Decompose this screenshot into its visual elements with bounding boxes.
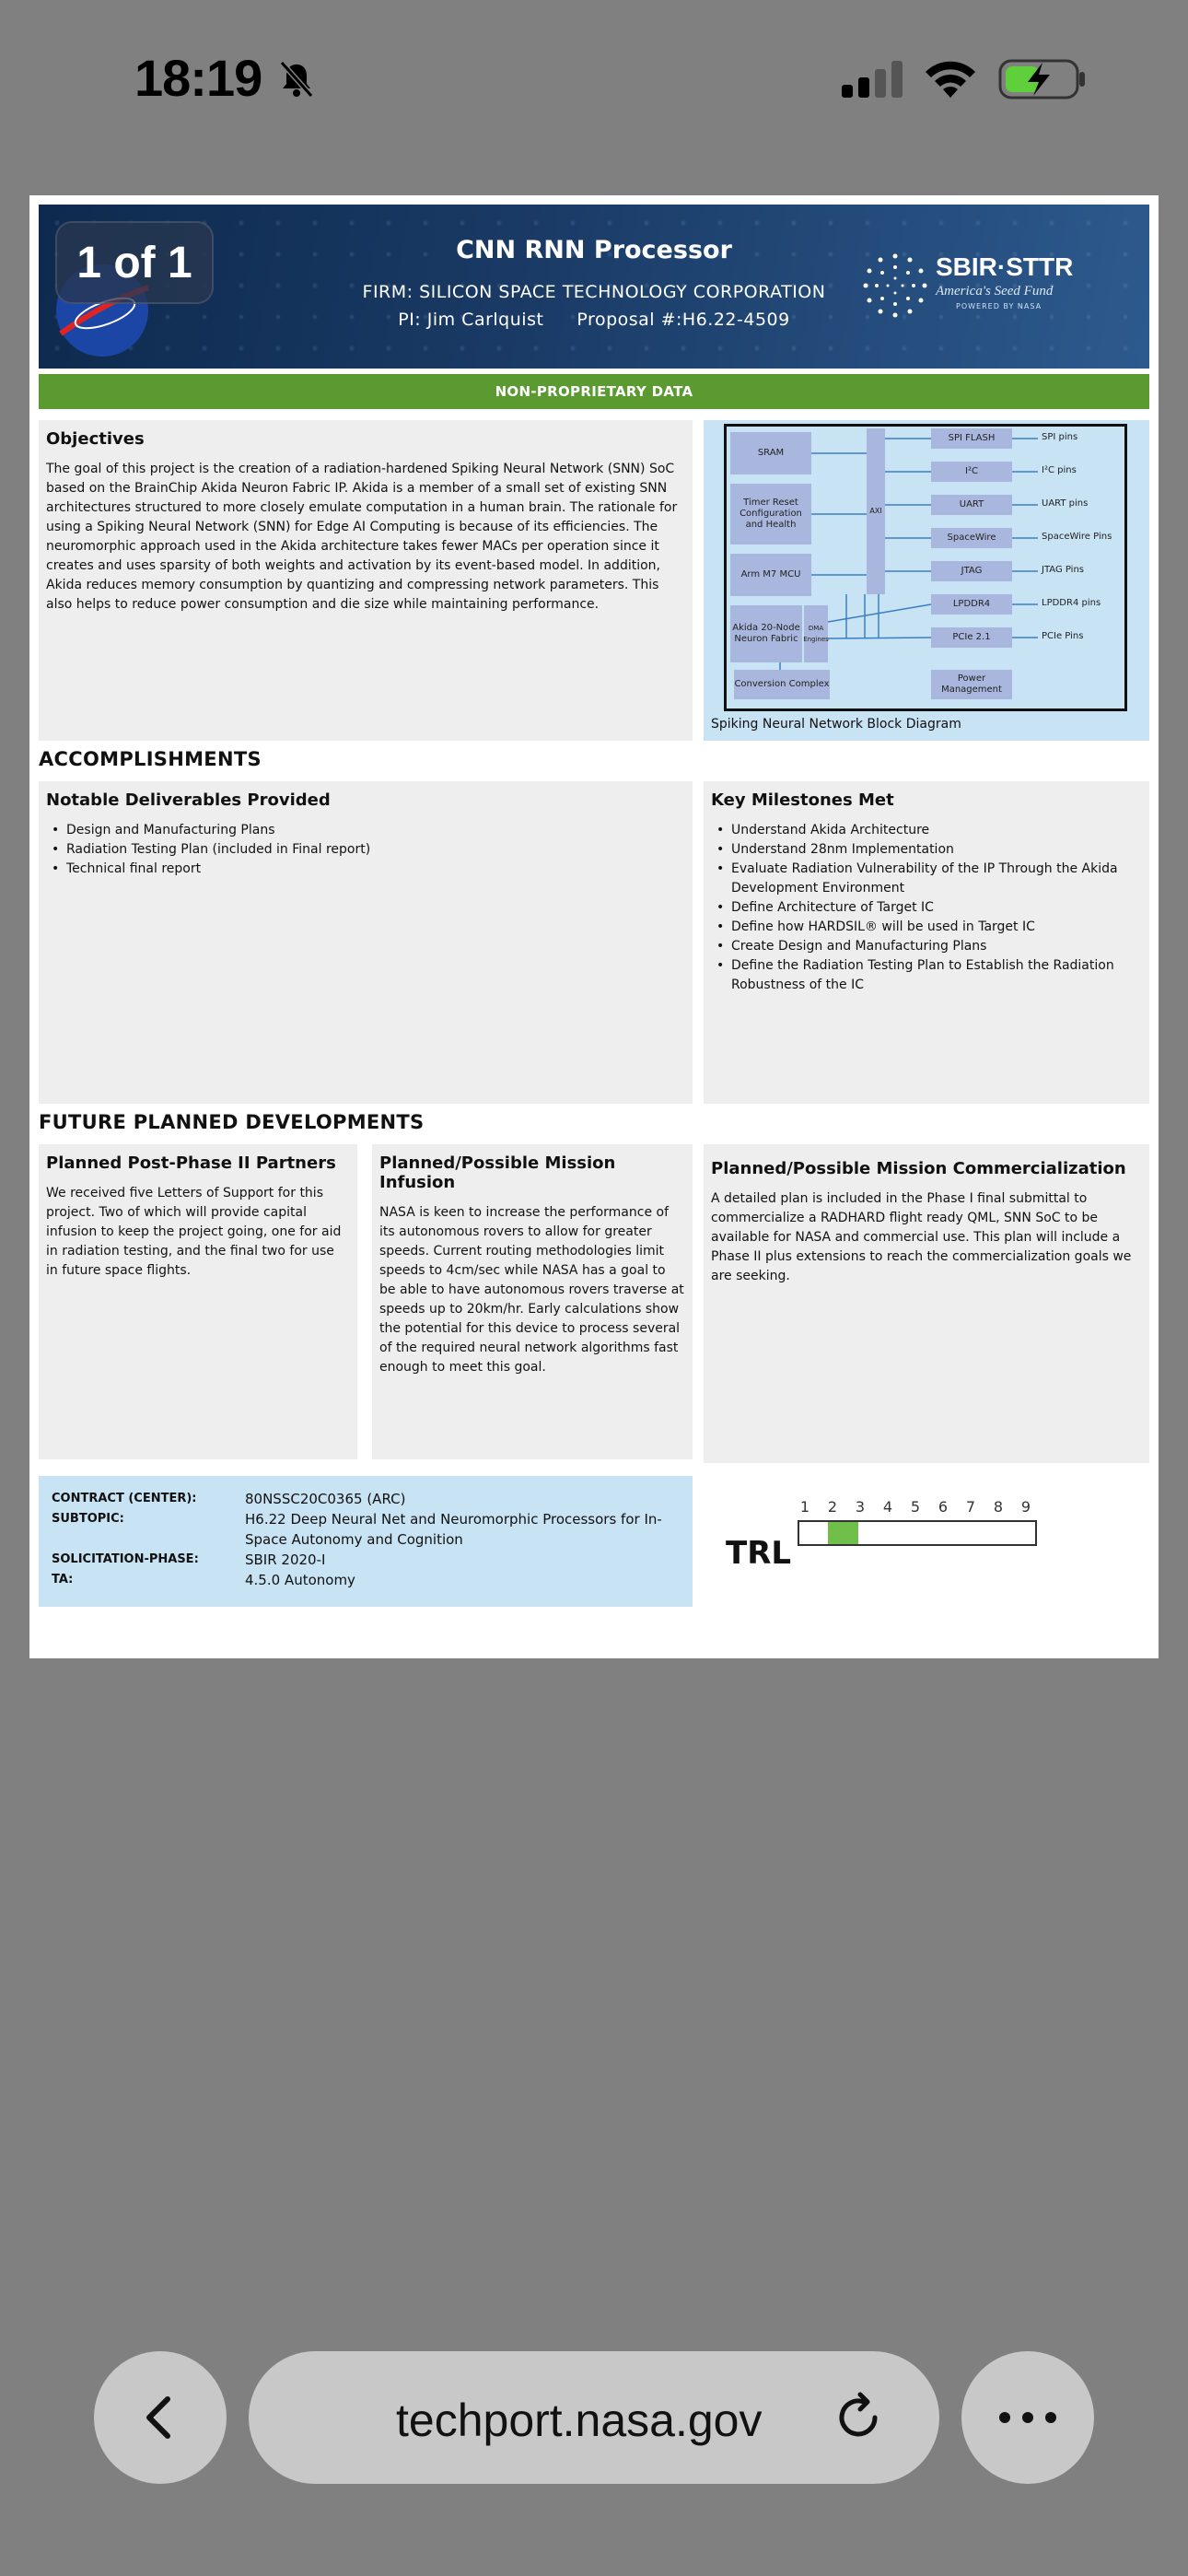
milestones-heading: Key Milestones Met	[711, 790, 894, 810]
infusion-text: NASA is keen to increase the performance of its autonomous rovers to allow for greater speeds. Current routing methodologies limit speeds to 4cm/sec while NASA has a goal to be able to have autonomous rovers traverse at speeds up to 20km/hr. Early calculations show the potential for this device to process several of the required neural network algorithms fast enough to meet this goal.	[379, 1205, 684, 1375]
diagram-frame	[724, 424, 1127, 711]
trl-track	[798, 1520, 1037, 1546]
pin-lpddr4: LPDDR4 pins	[1042, 598, 1101, 608]
commercialization-text: A detailed plan is included in the Phase I final submittal to commercialize a RADHARD flight ready QML, SNN SoC to be available for NASA and commercial use. This plan will include a Phase II plus extensions to reach the commercialization goals we are seeking.	[711, 1191, 1132, 1283]
list-item: • Design and Manufacturing Plans	[46, 821, 685, 840]
trl-level-1: 1	[799, 1498, 810, 1516]
proposal-number: Proposal #:H6.22-4509	[577, 310, 790, 330]
deliverables-box	[39, 781, 693, 1104]
trl-level-6: 6	[938, 1498, 949, 1516]
solicitation-row	[52, 1550, 680, 1570]
list-item: • Understand Akida Architecture	[711, 821, 1142, 840]
cellular-signal-icon	[840, 59, 904, 100]
pin-uart: UART pins	[1042, 498, 1089, 509]
pin-pcie: PCIe Pins	[1042, 631, 1084, 641]
iface-pcie: PCIe 2.1	[931, 627, 1012, 648]
address-bar[interactable]	[249, 2351, 939, 2484]
more-icon	[996, 2408, 1060, 2427]
block-power: Power Management	[931, 670, 1012, 699]
block-conversion: Conversion Complex	[734, 670, 830, 699]
reload-icon[interactable]	[833, 2392, 884, 2443]
page-counter: 1 of 1	[55, 221, 214, 304]
trl-level-3: 3	[855, 1498, 866, 1516]
iface-spacewire: SpaceWire	[931, 528, 1012, 548]
contract-info	[39, 1476, 693, 1607]
ta-value: 4.5.0 Autonomy	[245, 1572, 355, 1588]
more-button[interactable]	[961, 2351, 1094, 2484]
sbir-sttr-logo	[858, 249, 1074, 322]
partners-box	[39, 1144, 357, 1459]
list-item: • Create Design and Manufacturing Plans	[711, 937, 1142, 956]
project-title: CNN RNN Processor	[456, 236, 732, 264]
trl-level-8: 8	[993, 1498, 1004, 1516]
objectives-heading: Objectives	[46, 429, 145, 449]
sbir-name: SBIR·STTR	[936, 252, 1074, 281]
url-text[interactable]: techport.nasa.gov	[396, 2395, 763, 2446]
infusion-heading: Planned/Possible Mission Infusion	[379, 1153, 616, 1192]
subtopic-value: H6.22 Deep Neural Net and Neuromorphic Processors for In-Space Autonomy and Cognition	[245, 1511, 662, 1548]
block-timer: Timer Reset Configuration and Health	[730, 484, 811, 544]
list-item: • Understand 28nm Implementation	[711, 840, 1142, 860]
pin-i2c: I²C pins	[1042, 465, 1077, 475]
back-button[interactable]	[94, 2351, 227, 2484]
block-arm-mcu: Arm M7 MCU	[730, 554, 811, 596]
partners-heading: Planned Post-Phase II Partners	[46, 1153, 336, 1173]
accomplishments-title: ACCOMPLISHMENTS	[39, 748, 262, 770]
contract-row	[52, 1489, 680, 1509]
trl-level-7: 7	[965, 1498, 976, 1516]
ta-key: TA:	[52, 1573, 74, 1587]
pin-spi: SPI pins	[1042, 432, 1078, 442]
subtopic-row	[52, 1509, 680, 1550]
contract-key: CONTRACT (CENTER):	[52, 1492, 197, 1505]
trl-level-5: 5	[910, 1498, 921, 1516]
infusion-box	[372, 1144, 693, 1459]
trl-label: TRL	[726, 1535, 792, 1572]
pin-jtag: JTAG Pins	[1042, 565, 1085, 575]
objectives-text: The goal of this project is the creation of a radiation-hardened Spiking Neural Network (SNN) SoC based on the BrainChip Akida Neuron Fabric IP. Akida is a member of a small set of existing SNN architectures structured to more closely emulate computation in a human brain. The rationale for using a Spiking Neural Network (SNN) for Edge AI Computing is because of its efficiencies. The neuromorphic approach used in the Akida architecture takes fewer MACs per operation since it creates and uses sparsity of both weights and activation by its event-based model. In addition, Akida reduces memory consumption by quantizing and compressing network parameters. This also helps to reduce power consumption and die size while maintaining performance.	[46, 462, 678, 612]
pin-spacewire: SpaceWire Pins	[1042, 532, 1112, 542]
block-diagram	[704, 420, 1149, 741]
header-banner	[39, 205, 1149, 369]
trl-level-2: 2	[827, 1498, 838, 1516]
sbir-powered: POWERED BY NASA	[956, 302, 1042, 310]
solicitation-key: SOLICITATION-PHASE:	[52, 1552, 199, 1566]
nonproprietary-bar: NON-PROPRIETARY DATA	[39, 374, 1149, 409]
block-axi-bus: AXI	[867, 428, 885, 594]
list-item: • Radiation Testing Plan (included in Final report)	[46, 840, 685, 860]
document-page	[29, 195, 1159, 1658]
trl-level-9: 9	[1020, 1498, 1031, 1516]
wifi-icon	[921, 59, 980, 101]
sbir-tagline: America's Seed Fund	[936, 284, 1054, 299]
iface-uart: UART	[931, 495, 1012, 515]
commercialization-heading: Planned/Possible Mission Commercialization	[711, 1159, 1126, 1178]
firm-line: FIRM: SILICON SPACE TECHNOLOGY CORPORATION	[362, 282, 826, 302]
future-title: FUTURE PLANNED DEVELOPMENTS	[39, 1111, 425, 1133]
list-item: • Define how HARDSIL® will be used in Target IC	[711, 918, 1142, 937]
block-dma: DMA Engines	[804, 605, 828, 662]
objectives-box	[39, 420, 693, 741]
iface-i2c: I²C	[931, 462, 1012, 482]
iface-jtag: JTAG	[931, 561, 1012, 581]
deliverables-list	[46, 821, 685, 879]
pi-name: PI: Jim Carlquist	[398, 310, 544, 330]
sbir-spiral-icon	[858, 249, 932, 322]
commercialization-box	[704, 1144, 1149, 1463]
trl-fill	[828, 1522, 858, 1544]
deliverables-heading: Notable Deliverables Provided	[46, 790, 331, 810]
contract-value: 80NSSC20C0365 (ARC)	[245, 1491, 406, 1507]
iface-lpddr4: LPDDR4	[931, 594, 1012, 615]
bell-slash-icon	[276, 59, 317, 100]
trl-scale	[792, 1498, 1037, 1550]
iface-spi-flash: SPI FLASH	[931, 428, 1012, 449]
back-icon	[133, 2390, 188, 2445]
list-item: • Define Architecture of Target IC	[711, 898, 1142, 918]
trl-level-4: 4	[882, 1498, 893, 1516]
block-akida-fabric: Akida 20-Node Neuron Fabric	[730, 605, 802, 662]
ta-row	[52, 1570, 680, 1590]
diagram-caption: Spiking Neural Network Block Diagram	[711, 717, 961, 732]
list-item: • Evaluate Radiation Vulnerability of the IP Through the Akida Development Environment	[711, 860, 1142, 898]
list-item: • Technical final report	[46, 860, 685, 879]
milestones-box	[704, 781, 1149, 1104]
block-sram: SRAM	[730, 432, 811, 474]
subtopic-key: SUBTOPIC:	[52, 1512, 124, 1526]
solicitation-value: SBIR 2020-I	[245, 1551, 326, 1568]
status-time: 18:19	[134, 49, 262, 107]
milestones-list	[711, 821, 1142, 995]
partners-text: We received five Letters of Support for this project. Two of which will provide capital infusion to keep the project going, one for aid in radiation testing, and the final two for use in future space flights.	[46, 1186, 342, 1278]
list-item: • Define the Radiation Testing Plan to Establish the Radiation Robustness of the IC	[711, 956, 1142, 995]
battery-charging-icon	[998, 57, 1087, 101]
